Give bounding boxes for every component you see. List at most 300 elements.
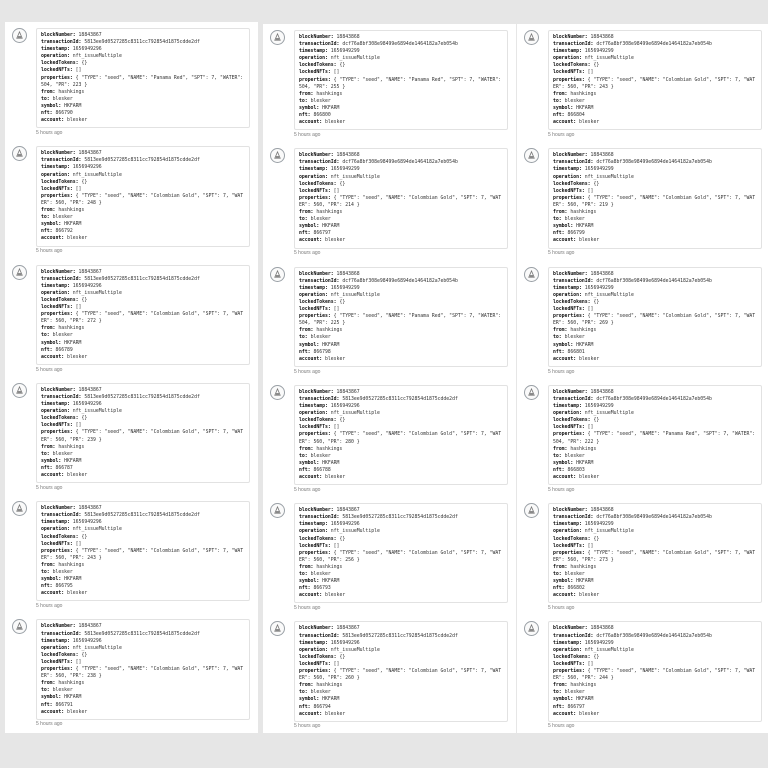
- field-value: HKFARM: [322, 460, 340, 466]
- field-key: to:: [299, 690, 311, 696]
- avatar-icon[interactable]: [524, 385, 539, 400]
- field-key: lockedTokens:: [553, 63, 594, 69]
- field-value: []: [75, 423, 82, 429]
- field-value: 18843867: [78, 624, 102, 630]
- field-lockedtokens: [553, 417, 757, 424]
- field-value: { "TYPE": "seed", "NAME": "Colombian Gold", "SPT": 7, "WATER": 560, "PR": 214 }: [299, 195, 502, 208]
- field-key: timestamp:: [41, 402, 73, 408]
- field-value: {}: [339, 63, 346, 69]
- field-key: account:: [41, 709, 67, 715]
- field-value: { "TYPE": "seed", "NAME": "Colombian Gold", "SPT": 7, "WATER": 560, "PR": 269 }: [553, 314, 756, 327]
- field-nft: [299, 349, 503, 356]
- avatar-icon[interactable]: [270, 30, 285, 45]
- field-key: timestamp:: [553, 167, 585, 173]
- field-from: [553, 327, 757, 334]
- field-value: nft_issueMultiple: [72, 54, 122, 60]
- field-value: dcf76a8bf308e98499e6894de1464182a7eb054b: [342, 160, 458, 166]
- field-nft: [41, 347, 245, 354]
- field-value: []: [587, 543, 594, 549]
- field-key: properties:: [299, 550, 334, 556]
- post-timestamp[interactable]: 5 hours ago: [294, 486, 321, 493]
- field-key: account:: [553, 120, 579, 126]
- field-operation: [41, 53, 245, 60]
- field-lockednfts: [299, 661, 503, 668]
- transaction-card: [294, 385, 508, 485]
- field-to: [41, 214, 245, 221]
- feed-post: [5, 140, 258, 258]
- field-value: nft_issueMultiple: [330, 174, 380, 180]
- field-key: lockedTokens:: [299, 299, 340, 305]
- field-symbol: [299, 460, 503, 467]
- transaction-card: [36, 501, 250, 601]
- field-value: nft_issueMultiple: [330, 647, 380, 653]
- avatar-icon[interactable]: [524, 30, 539, 45]
- field-value: 5813ee9d0527285c8311cc792854d1875cdde2df: [84, 158, 200, 164]
- field-transactionid: [41, 394, 245, 401]
- field-key: to:: [299, 217, 311, 223]
- field-value: blesker: [564, 217, 585, 223]
- field-key: nft:: [41, 465, 56, 471]
- field-from: [41, 562, 245, 569]
- field-blocknumber: [41, 269, 245, 276]
- field-transactionid: [553, 159, 757, 166]
- field-value: 866797: [313, 231, 331, 237]
- field-value: []: [333, 543, 340, 549]
- field-value: []: [587, 661, 594, 667]
- field-key: lockedNFTs:: [553, 70, 588, 76]
- field-key: properties:: [41, 193, 76, 199]
- post-timestamp[interactable]: 5 hours ago: [36, 721, 63, 728]
- avatar-icon[interactable]: [270, 267, 285, 282]
- field-properties: [41, 429, 245, 443]
- field-value: hashkings: [316, 328, 343, 334]
- field-key: lockedTokens:: [299, 654, 340, 660]
- field-key: blockNumber:: [41, 33, 79, 38]
- field-account: [553, 592, 757, 599]
- field-value: 1656949296: [330, 404, 360, 410]
- field-key: from:: [41, 681, 59, 687]
- field-key: from:: [41, 208, 59, 214]
- feed-post: [263, 24, 516, 142]
- field-value: 866791: [55, 702, 73, 708]
- field-lockedtokens: [41, 297, 245, 304]
- field-value: blesker: [564, 98, 585, 104]
- field-key: to:: [553, 572, 565, 578]
- field-value: 866800: [313, 113, 331, 119]
- field-value: 18843867: [336, 508, 360, 514]
- field-value: { "TYPE": "seed", "NAME": "Colombian Gold", "SPT": 7, "WATER": 560, "PR": 243 }: [553, 77, 756, 90]
- field-transactionid: [553, 41, 757, 48]
- field-key: to:: [41, 333, 53, 339]
- field-account: [41, 354, 245, 361]
- field-value: { "TYPE": "seed", "NAME": "Panama Red", "SPT": 7, "WATER": 504, "PR": 222 }: [553, 432, 759, 445]
- avatar-icon[interactable]: [524, 503, 539, 518]
- transaction-card: [548, 385, 762, 485]
- avatar-icon[interactable]: [12, 265, 27, 280]
- field-value: {}: [339, 181, 346, 187]
- post-timestamp[interactable]: 5 hours ago: [36, 366, 63, 373]
- field-key: blockNumber:: [299, 508, 337, 514]
- field-operation: [553, 647, 757, 654]
- feed-post: [263, 615, 516, 733]
- field-value: 5813ee9d0527285c8311cc792854d1875cdde2df: [342, 396, 458, 402]
- field-key: lockedNFTs:: [553, 661, 588, 667]
- field-value: blesker: [67, 354, 88, 360]
- field-nft: [299, 230, 503, 237]
- field-key: to:: [553, 98, 565, 104]
- field-transactionid: [41, 631, 245, 638]
- avatar-icon[interactable]: [270, 385, 285, 400]
- transaction-card: [36, 383, 250, 483]
- post-timestamp[interactable]: 5 hours ago: [548, 723, 575, 730]
- field-properties: [553, 77, 757, 91]
- field-transactionid: [553, 514, 757, 521]
- field-value: HKFARM: [322, 224, 340, 230]
- field-key: account:: [41, 591, 67, 597]
- field-value: 866803: [567, 467, 585, 473]
- field-key: from:: [553, 683, 571, 689]
- field-nft: [41, 702, 245, 709]
- field-value: []: [333, 425, 340, 431]
- field-value: 1656949296: [72, 402, 102, 408]
- field-from: [299, 91, 503, 98]
- field-value: { "TYPE": "seed", "NAME": "Colombian Gold", "SPT": 7, "WATER": 560, "PR": 272 }: [41, 312, 244, 325]
- field-key: blockNumber:: [299, 626, 337, 632]
- field-value: []: [587, 425, 594, 431]
- transaction-card: [294, 503, 508, 603]
- field-to: [41, 569, 245, 576]
- field-properties: [299, 431, 503, 445]
- field-key: timestamp:: [41, 638, 73, 644]
- avatar-icon[interactable]: [524, 267, 539, 282]
- field-value: blesker: [579, 711, 600, 717]
- field-value: HKFARM: [322, 697, 340, 703]
- transaction-card: [36, 146, 250, 246]
- feed-post: [5, 22, 258, 140]
- field-value: nft_issueMultiple: [584, 411, 634, 417]
- field-value: 1656949299: [584, 167, 614, 173]
- field-key: lockedNFTs:: [299, 543, 334, 549]
- field-key: operation:: [299, 292, 331, 298]
- field-key: timestamp:: [299, 49, 331, 55]
- field-symbol: [41, 103, 245, 110]
- field-key: lockedTokens:: [553, 181, 594, 187]
- field-key: operation:: [553, 292, 585, 298]
- field-value: HKFARM: [576, 697, 594, 703]
- field-value: dcf76a8bf308e98499e6894de1464182a7eb054b: [596, 42, 712, 48]
- field-key: operation:: [299, 411, 331, 417]
- post-timestamp[interactable]: 5 hours ago: [294, 132, 321, 138]
- post-timestamp[interactable]: 5 hours ago: [548, 605, 575, 612]
- field-key: nft:: [299, 467, 314, 473]
- field-transactionid: [299, 633, 503, 640]
- post-timestamp[interactable]: 5 hours ago: [36, 130, 63, 136]
- field-key: lockedTokens:: [299, 63, 340, 69]
- field-key: transactionId:: [299, 633, 343, 639]
- field-key: blockNumber:: [553, 153, 591, 159]
- field-to: [41, 687, 245, 694]
- field-value: 5813ee9d0527285c8311cc792854d1875cdde2df: [84, 513, 200, 519]
- feed-column-1: [5, 22, 258, 733]
- feed-column-3: [517, 24, 768, 733]
- field-key: blockNumber:: [553, 508, 591, 514]
- field-key: lockedNFTs:: [553, 188, 588, 194]
- field-key: lockedTokens:: [553, 418, 594, 424]
- field-key: blockNumber:: [299, 389, 337, 395]
- field-key: account:: [553, 593, 579, 599]
- field-account: [553, 237, 757, 244]
- field-key: lockedNFTs:: [299, 307, 334, 313]
- field-key: to:: [553, 453, 565, 459]
- field-timestamp: [553, 48, 757, 55]
- field-blocknumber: [41, 150, 245, 157]
- field-value: HKFARM: [576, 579, 594, 585]
- field-key: lockedTokens:: [299, 418, 340, 424]
- field-symbol: [553, 460, 757, 467]
- field-value: {}: [593, 536, 600, 542]
- post-timestamp[interactable]: 5 hours ago: [36, 484, 63, 491]
- field-key: nft:: [553, 349, 568, 355]
- field-key: operation:: [41, 645, 73, 651]
- field-key: transactionId:: [41, 158, 85, 164]
- post-timestamp[interactable]: 5 hours ago: [294, 250, 321, 257]
- field-properties: [299, 550, 503, 564]
- field-key: to:: [41, 96, 53, 102]
- field-value: hashkings: [316, 564, 343, 570]
- post-timestamp[interactable]: 5 hours ago: [36, 603, 63, 610]
- post-timestamp[interactable]: 5 hours ago: [294, 605, 321, 612]
- field-value: 866797: [567, 704, 585, 710]
- field-key: symbol:: [41, 577, 65, 583]
- field-value: hashkings: [570, 446, 597, 452]
- field-value: blesker: [579, 475, 600, 481]
- avatar-icon[interactable]: [270, 503, 285, 518]
- field-key: from:: [553, 446, 571, 452]
- field-value: nft_issueMultiple: [72, 527, 122, 533]
- field-account: [299, 356, 503, 363]
- field-key: lockedTokens:: [41, 297, 82, 303]
- field-key: properties:: [41, 548, 76, 554]
- field-properties: [299, 77, 503, 91]
- field-value: 1656949296: [72, 165, 102, 171]
- field-from: [299, 209, 503, 216]
- field-key: lockedTokens:: [553, 654, 594, 660]
- transaction-card: [548, 267, 762, 367]
- field-key: lockedNFTs:: [41, 305, 76, 311]
- post-timestamp[interactable]: 5 hours ago: [548, 486, 575, 493]
- field-nft: [553, 112, 757, 119]
- field-value: []: [587, 307, 594, 313]
- field-properties: [553, 550, 757, 564]
- field-key: from:: [299, 210, 317, 216]
- field-lockedtokens: [299, 299, 503, 306]
- field-key: operation:: [553, 56, 585, 62]
- field-operation: [553, 292, 757, 299]
- field-key: nft:: [41, 702, 56, 708]
- field-operation: [553, 174, 757, 181]
- field-value: hashkings: [316, 210, 343, 216]
- field-value: blesker: [564, 335, 585, 341]
- field-operation: [553, 410, 757, 417]
- field-blocknumber: [299, 152, 503, 159]
- field-timestamp: [299, 166, 503, 173]
- field-value: []: [75, 68, 82, 74]
- post-timestamp[interactable]: 5 hours ago: [294, 368, 321, 375]
- field-key: nft:: [299, 586, 314, 592]
- avatar-icon[interactable]: [524, 148, 539, 163]
- field-value: 1656949296: [72, 47, 102, 53]
- field-symbol: [299, 342, 503, 349]
- field-blocknumber: [553, 507, 757, 514]
- field-operation: [299, 410, 503, 417]
- field-value: blesker: [579, 356, 600, 362]
- field-timestamp: [553, 640, 757, 647]
- feed-post: [5, 613, 258, 731]
- field-properties: [41, 311, 245, 325]
- field-blocknumber: [41, 623, 245, 630]
- field-symbol: [299, 223, 503, 230]
- feed-post: [263, 142, 516, 260]
- field-value: hashkings: [316, 91, 343, 97]
- field-key: nft:: [299, 231, 314, 237]
- field-key: properties:: [299, 669, 334, 675]
- field-to: [299, 334, 503, 341]
- field-key: properties:: [553, 314, 588, 320]
- field-value: blesker: [325, 356, 346, 362]
- field-value: 866804: [567, 113, 585, 119]
- field-key: nft:: [41, 229, 56, 235]
- avatar-icon[interactable]: [12, 146, 27, 161]
- field-lockednfts: [41, 659, 245, 666]
- field-value: { "TYPE": "seed", "NAME": "Colombian Gold", "SPT": 7, "WATER": 560, "PR": 244 }: [553, 669, 756, 682]
- field-value: dcf76a8bf308e98499e6894de1464182a7eb054b: [596, 396, 712, 402]
- avatar-icon[interactable]: [524, 621, 539, 636]
- feed-post: [5, 495, 258, 613]
- field-key: transactionId:: [553, 160, 597, 166]
- field-timestamp: [299, 285, 503, 292]
- field-value: []: [587, 70, 594, 76]
- field-key: timestamp:: [299, 640, 331, 646]
- field-key: account:: [299, 593, 325, 599]
- field-symbol: [41, 576, 245, 583]
- transaction-card: [294, 267, 508, 367]
- field-key: to:: [299, 572, 311, 578]
- post-timestamp[interactable]: 5 hours ago: [36, 248, 63, 255]
- field-lockedtokens: [553, 62, 757, 69]
- field-key: symbol:: [299, 460, 323, 466]
- field-key: symbol:: [41, 103, 65, 109]
- transaction-card: [36, 619, 250, 719]
- field-value: 18843868: [590, 389, 614, 395]
- field-value: { "TYPE": "seed", "NAME": "Panama Red", "SPT": 7, "WATER": 504, "PR": 223 }: [41, 75, 247, 88]
- field-value: hashkings: [570, 564, 597, 570]
- field-key: symbol:: [299, 579, 323, 585]
- field-value: 866790: [55, 111, 73, 117]
- field-key: from:: [299, 91, 317, 97]
- avatar-icon[interactable]: [270, 148, 285, 163]
- field-to: [553, 453, 757, 460]
- post-timestamp[interactable]: 5 hours ago: [548, 368, 575, 375]
- field-key: symbol:: [299, 342, 323, 348]
- field-value: 1656949299: [584, 285, 614, 291]
- post-timestamp[interactable]: 5 hours ago: [548, 250, 575, 257]
- field-value: 866798: [313, 349, 331, 355]
- field-lockednfts: [553, 661, 757, 668]
- field-key: from:: [299, 683, 317, 689]
- field-from: [299, 564, 503, 571]
- field-transactionid: [41, 276, 245, 283]
- field-value: HKFARM: [576, 342, 594, 348]
- field-value: HKFARM: [64, 577, 82, 583]
- field-key: nft:: [553, 231, 568, 237]
- field-key: timestamp:: [299, 285, 331, 291]
- field-to: [553, 216, 757, 223]
- field-key: from:: [299, 564, 317, 570]
- field-account: [553, 474, 757, 481]
- field-account: [299, 711, 503, 718]
- field-lockednfts: [41, 541, 245, 548]
- field-key: from:: [553, 564, 571, 570]
- field-key: transactionId:: [41, 513, 85, 519]
- transaction-card: [294, 30, 508, 130]
- post-timestamp[interactable]: 5 hours ago: [548, 132, 575, 138]
- field-lockedtokens: [299, 536, 503, 543]
- avatar-icon[interactable]: [12, 501, 27, 516]
- field-key: operation:: [553, 647, 585, 653]
- avatar-icon[interactable]: [12, 619, 27, 634]
- field-timestamp: [299, 640, 503, 647]
- field-value: []: [587, 188, 594, 194]
- avatar-icon[interactable]: [12, 28, 27, 43]
- field-nft: [553, 467, 757, 474]
- field-value: 18843867: [78, 33, 102, 38]
- field-key: transactionId:: [299, 42, 343, 48]
- field-to: [299, 689, 503, 696]
- field-key: operation:: [299, 529, 331, 535]
- field-blocknumber: [553, 271, 757, 278]
- field-value: {}: [81, 652, 88, 658]
- field-key: account:: [553, 238, 579, 244]
- field-key: properties:: [299, 195, 334, 201]
- field-key: operation:: [299, 56, 331, 62]
- field-key: account:: [299, 238, 325, 244]
- field-key: nft:: [299, 704, 314, 710]
- field-key: transactionId:: [553, 42, 597, 48]
- field-key: blockNumber:: [41, 151, 79, 157]
- field-value: { "TYPE": "seed", "NAME": "Colombian Gold", "SPT": 7, "WATER": 560, "PR": 280 }: [299, 432, 502, 445]
- field-key: lockedNFTs:: [299, 661, 334, 667]
- field-key: blockNumber:: [299, 35, 337, 40]
- field-key: properties:: [553, 550, 588, 556]
- field-nft: [553, 349, 757, 356]
- field-value: {}: [339, 299, 346, 305]
- post-timestamp[interactable]: 5 hours ago: [294, 723, 321, 730]
- field-from: [299, 446, 503, 453]
- field-key: lockedTokens:: [41, 61, 82, 67]
- field-value: nft_issueMultiple: [584, 647, 634, 653]
- field-transactionid: [299, 159, 503, 166]
- field-value: HKFARM: [322, 105, 340, 111]
- field-value: 866799: [567, 231, 585, 237]
- avatar-icon[interactable]: [12, 383, 27, 398]
- field-value: blesker: [52, 688, 73, 694]
- avatar-icon[interactable]: [270, 621, 285, 636]
- field-key: lockedTokens:: [299, 536, 340, 542]
- field-value: hashkings: [570, 91, 597, 97]
- field-key: operation:: [41, 290, 73, 296]
- field-key: timestamp:: [41, 165, 73, 171]
- field-value: blesker: [325, 593, 346, 599]
